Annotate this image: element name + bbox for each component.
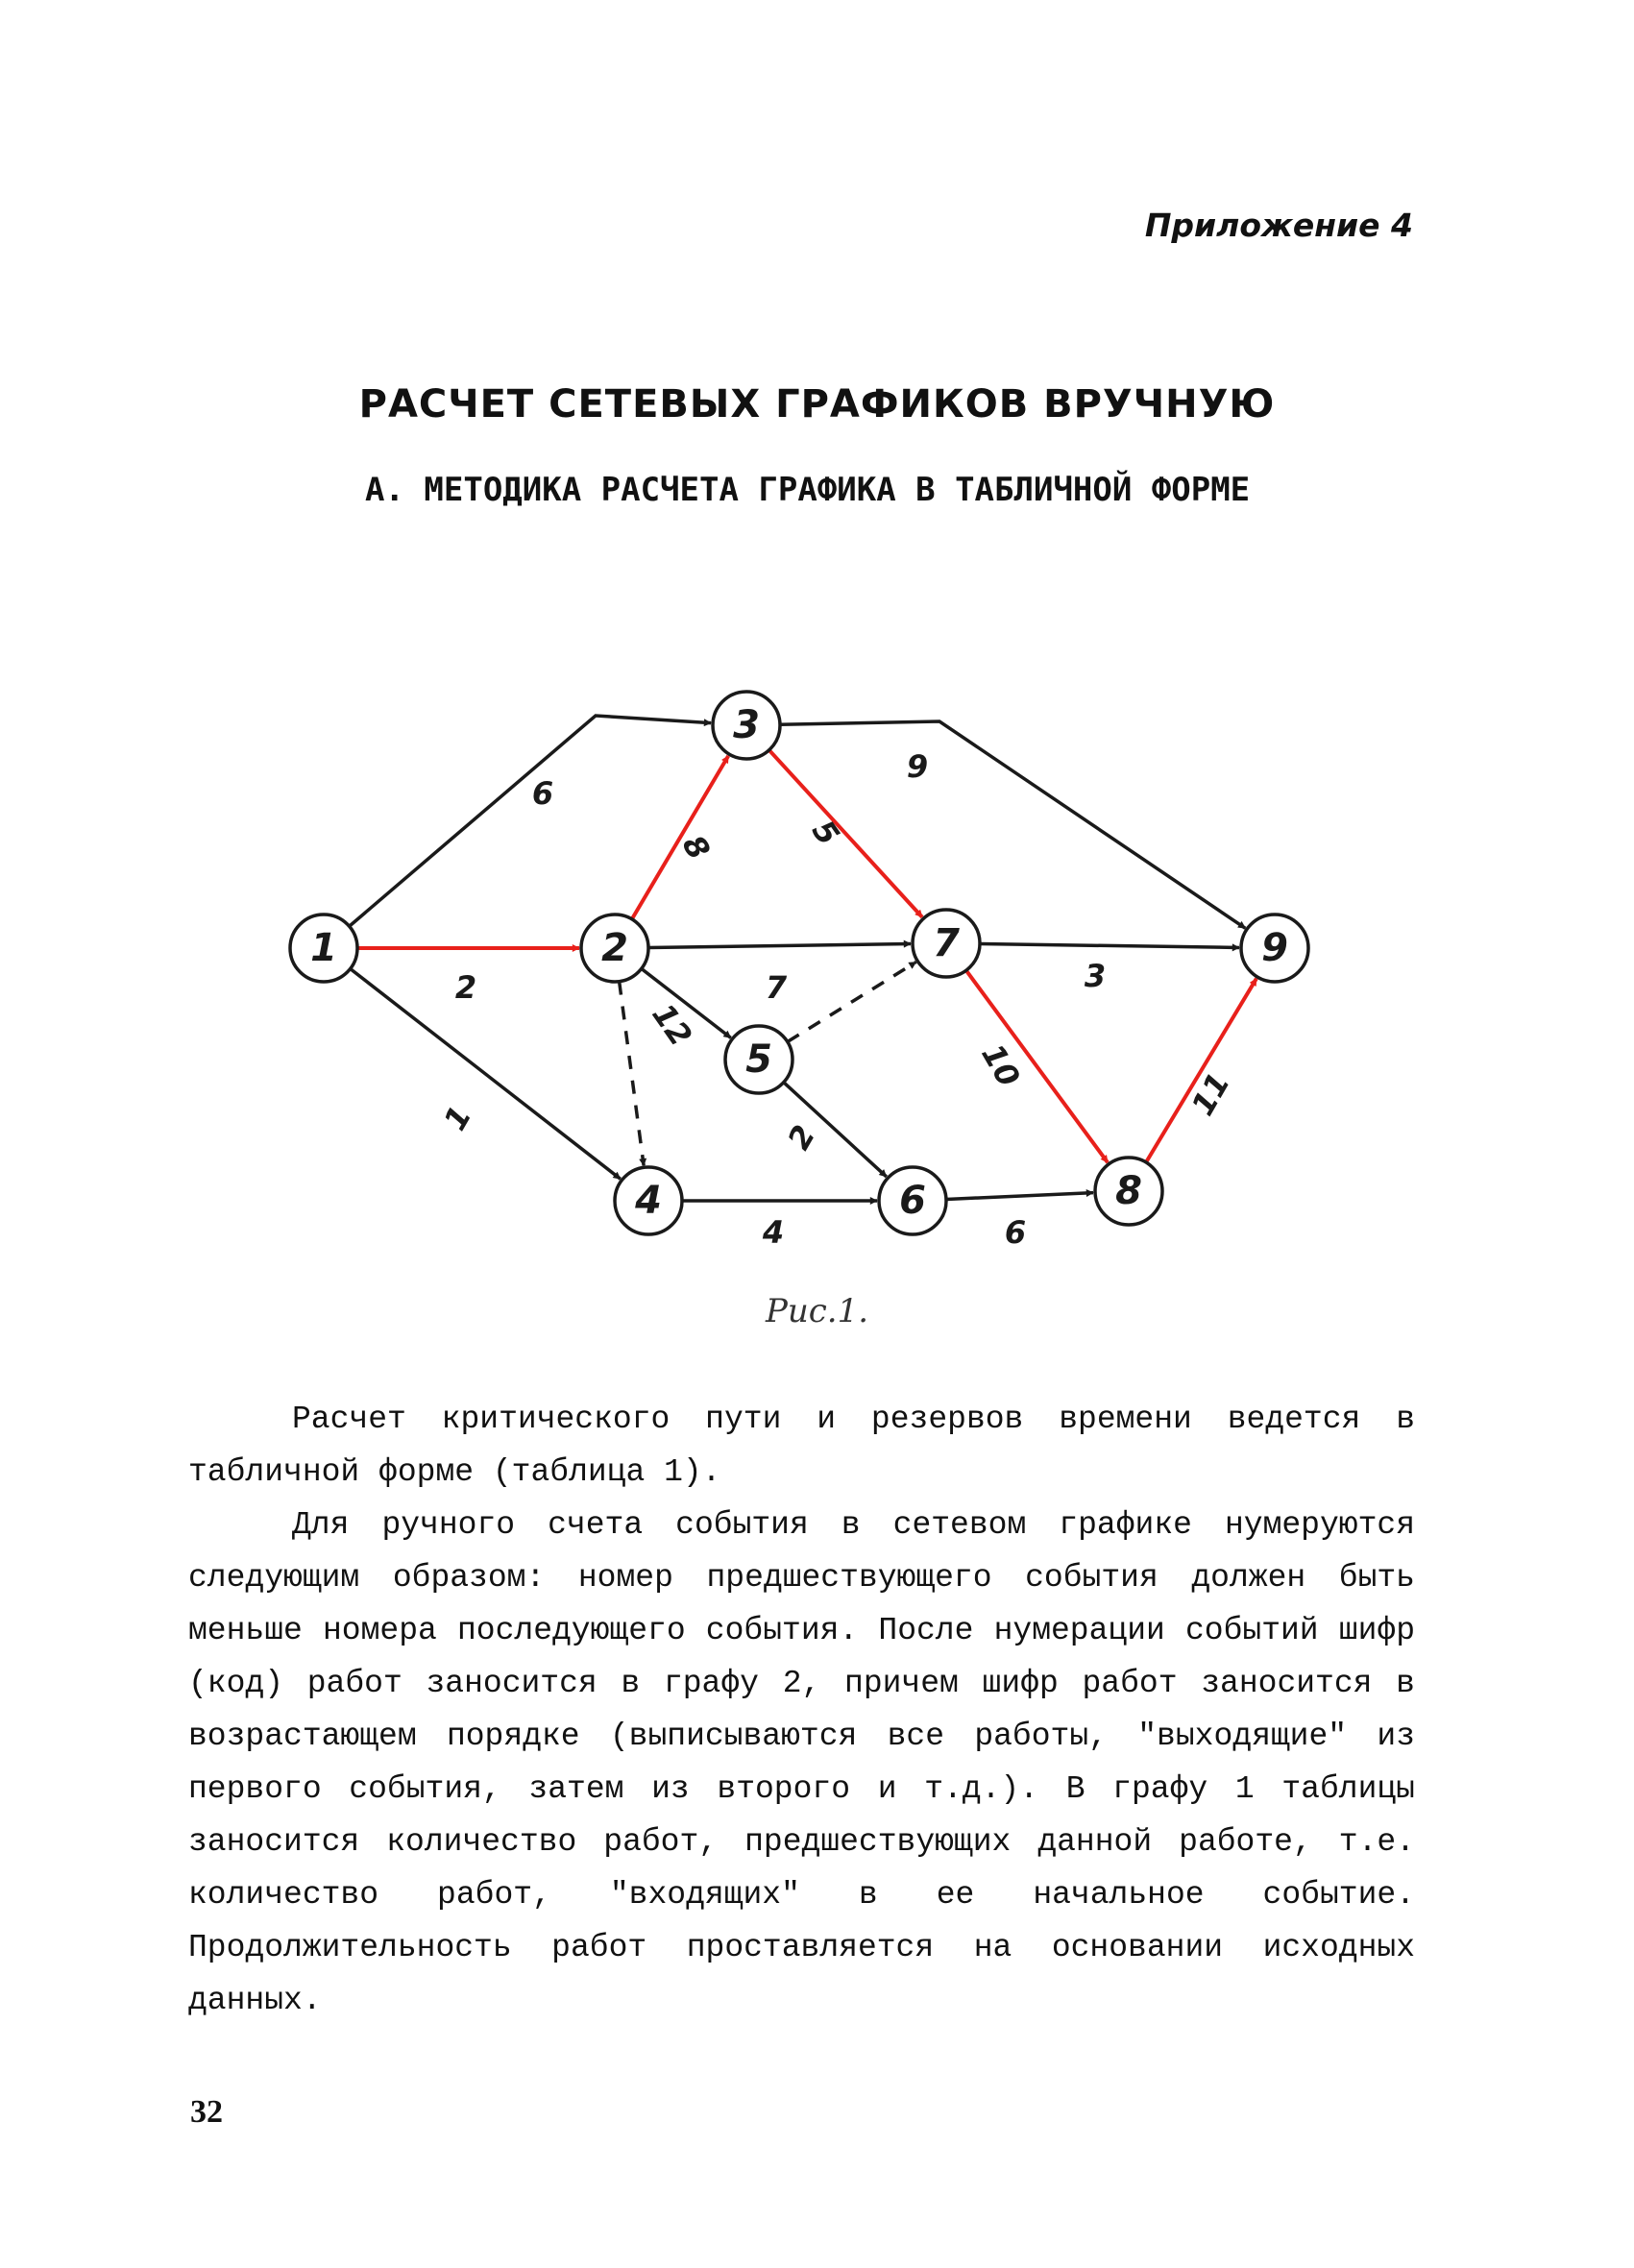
- event-node-8: [1095, 1158, 1162, 1225]
- paragraph: Расчет критического пути и резервов времени ведется в табличной форме (таблица 1).: [188, 1402, 1415, 1490]
- edge-duration-label: 4: [762, 1214, 785, 1251]
- event-number: 6: [899, 1179, 926, 1223]
- page-title: РАСЧЕТ СЕТЕВЫХ ГРАФИКОВ ВРУЧНУЮ: [358, 382, 1276, 427]
- edge-duration-label: 12: [645, 996, 699, 1053]
- event-node-3: [713, 692, 780, 759]
- edge-duration-label: 7: [765, 969, 788, 1006]
- edge-2-7: [648, 944, 911, 948]
- edge-7-9: [980, 944, 1239, 948]
- edge-3-7: [769, 750, 922, 917]
- edge-5-7: [788, 963, 916, 1042]
- paragraph: Для ручного счета события в сетевом графике нумеруются следующим образом: номер предшествующего события должен быть меньше номера последующего события. После нумерации событий шифр (код) работ заносится в графу 2, причем шифр работ заносится в возрастающем порядке (выписываются все работы, "выходящие" из первого события, затем из второго и т.д.). В графу 1 таблицы заносится количество работ, предшествующих данной работе, т.е. количество работ, "входящих" в ее начальное событие. Продолжительность работ проставляется на основании исходных данных.: [188, 1507, 1415, 2018]
- edge-duration-label: 5: [804, 813, 847, 852]
- figure-caption: Рис.1.: [765, 1292, 869, 1330]
- edge-duration-label: 9: [906, 748, 929, 785]
- event-number: 1: [310, 926, 337, 970]
- edge-duration-label: 1: [436, 1099, 479, 1137]
- event-node-2: [581, 915, 648, 982]
- edge-1-3: [350, 716, 711, 926]
- edge-2-4: [620, 982, 645, 1166]
- edge-duration-label: 2: [454, 969, 477, 1006]
- event-number: 8: [1115, 1169, 1142, 1213]
- edge-duration-label: 6: [1004, 1214, 1027, 1251]
- edge-duration-label: 10: [974, 1037, 1028, 1093]
- edge-duration-label: 2: [780, 1118, 823, 1157]
- body-text: [188, 1393, 1415, 2027]
- edge-duration-label: 6: [531, 775, 554, 812]
- edge-2-3: [632, 756, 728, 919]
- section-subtitle: А. МЕТОДИКА РАСЧЕТА ГРАФИКА В ТАБЛИЧНОЙ ФОРМЕ: [365, 471, 1251, 509]
- edge-3-9: [780, 721, 1245, 928]
- edge-duration-label: 8: [674, 828, 718, 866]
- edge-6-8: [946, 1193, 1093, 1200]
- event-number: 4: [635, 1179, 662, 1223]
- event-node-6: [879, 1167, 946, 1234]
- edge-8-9: [1146, 979, 1256, 1162]
- event-node-9: [1241, 915, 1308, 982]
- page-number: 32: [190, 2094, 223, 2130]
- event-number: 2: [601, 926, 628, 970]
- event-number: 5: [745, 1037, 772, 1082]
- event-node-5: [725, 1026, 793, 1093]
- edge-1-4: [351, 968, 621, 1179]
- edge-duration-label: 11: [1183, 1066, 1237, 1122]
- appendix-label: Приложение 4: [1144, 207, 1413, 244]
- event-node-7: [913, 910, 980, 977]
- edge-duration-label: 3: [1084, 958, 1107, 994]
- event-node-4: [615, 1167, 682, 1234]
- network-diagram: [0, 672, 1634, 1268]
- event-number: 3: [733, 703, 760, 747]
- event-number: 7: [933, 921, 960, 965]
- event-number: 9: [1261, 926, 1288, 970]
- event-node-1: [290, 915, 357, 982]
